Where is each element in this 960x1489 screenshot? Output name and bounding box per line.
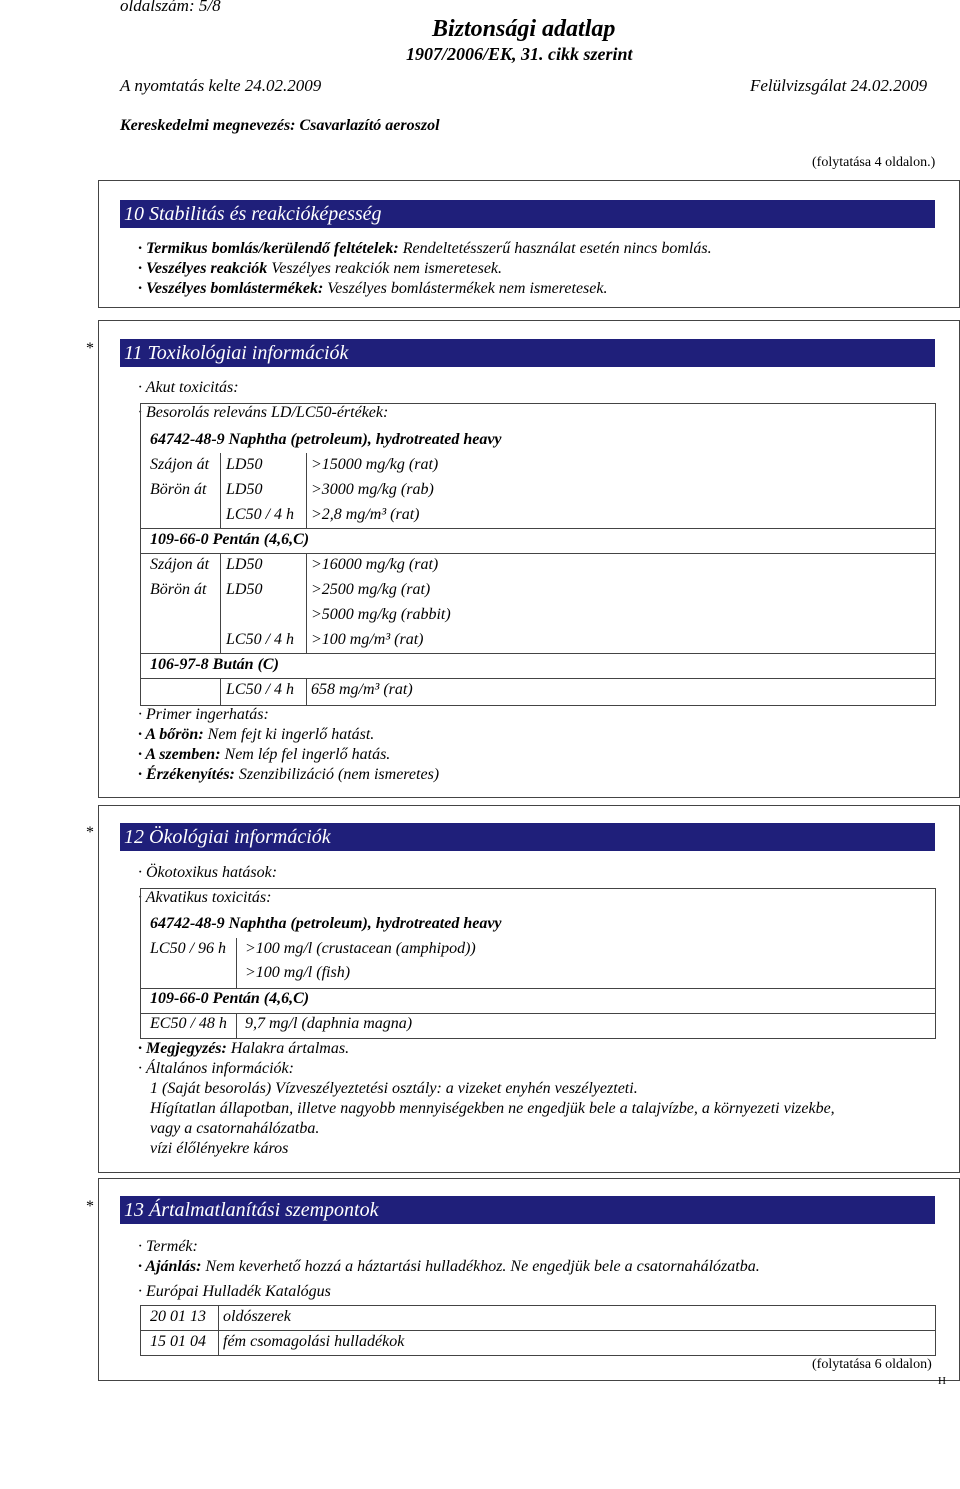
- s12-general-line-1: 1 (Saját besorolás) Vízveszélyeztetési osztály: a vizeket enyhén veszélyezteti.: [150, 1080, 638, 1097]
- s11-pentane-route: Börön át: [150, 581, 207, 598]
- document-subtitle: 1907/2006/EK, 31. cikk szerint: [406, 44, 633, 64]
- s13-waste-code: 20 01 13: [150, 1308, 206, 1325]
- section-12-title: 12 Ökológiai információk: [120, 823, 935, 851]
- s11-pentane-value: >2500 mg/kg (rat): [311, 581, 431, 598]
- s12-naphtha-test: LC50 / 96 h: [150, 940, 227, 957]
- s11-pentane-test: LC50 / 4 h: [226, 631, 295, 648]
- s11-naphtha-test: LD50: [226, 481, 263, 498]
- s10-line-decomposition: [138, 280, 607, 298]
- s11-eye-value: Nem lép fel ingerlő hatás.: [220, 746, 391, 763]
- s11-change-star: *: [86, 340, 94, 357]
- s12-note: [138, 1040, 349, 1058]
- section-13-title: 13 Ártalmatlanítási szempontok: [120, 1196, 935, 1224]
- s11-acute: · Akut toxicitás:: [138, 379, 239, 396]
- s11-naphtha-value: >2,8 mg/m³ (rat): [311, 506, 420, 523]
- document-title: Biztonsági adatlap: [432, 16, 616, 42]
- s11-skin: [138, 726, 374, 744]
- s13-catalog: · Európai Hulladék Katalógus: [138, 1283, 331, 1300]
- s12-change-star: *: [86, 824, 94, 841]
- s11-naphtha-route: Szájon át: [150, 456, 210, 473]
- s12-substance-naphtha: 64742-48-9 Naphtha (petroleum), hydrotreated heavy: [150, 915, 502, 932]
- s13-waste-desc: fém csomagolási hulladékok: [223, 1333, 405, 1350]
- s11-naphtha-value: >3000 mg/kg (rab): [311, 481, 434, 498]
- s11-pentane-value: >100 mg/m³ (rat): [311, 631, 424, 648]
- s11-pentane-route: Szájon át: [150, 556, 210, 573]
- s12-ecotox: · Ökotoxikus hatások:: [138, 864, 278, 881]
- s11-pentane-test: LD50: [226, 556, 263, 573]
- s11-primary: · Primer ingerhatás:: [138, 706, 269, 723]
- s11-naphtha-test: LC50 / 4 h: [226, 506, 295, 523]
- s10-decomposition-label: · Veszélyes bomlástermékek:: [138, 280, 324, 297]
- s10-thermal-label: · Termikus bomlás/kerülendő feltételek:: [138, 240, 399, 257]
- s11-eye: [138, 746, 390, 764]
- s11-sens-value: Szenzibilizáció (nem ismeretes): [234, 766, 440, 783]
- s13-change-star: *: [86, 1198, 94, 1215]
- s12-naphtha-value: >100 mg/l (crustacean (amphipod)): [245, 940, 476, 957]
- s10-line-thermal: [138, 240, 712, 258]
- s11-naphtha-value: >15000 mg/kg (rat): [311, 456, 439, 473]
- s13-waste-desc: oldószerek: [223, 1308, 291, 1325]
- s11-pentane-value: >16000 mg/kg (rat): [311, 556, 439, 573]
- s12-note-label: · Megjegyzés:: [138, 1040, 227, 1057]
- s13-recommendation: [138, 1258, 760, 1276]
- s11-skin-value: Nem fejt ki ingerlő hatást.: [203, 726, 375, 743]
- s11-substance-pentane: 109-66-0 Pentán (4,6,C): [150, 531, 310, 548]
- s12-aquatic: · Akvatikus toxicitás:: [138, 889, 272, 906]
- s13-waste-code: 15 01 04: [150, 1333, 206, 1350]
- s11-eye-label: · A szemben:: [138, 746, 221, 763]
- s10-line-reactions: [138, 260, 502, 278]
- s12-general-line-2: Hígítatlan állapotban, illetve nagyobb mennyiségekben ne engedjük bele a talajvízbe, a környezeti vizekbe,: [150, 1100, 835, 1117]
- s11-pentane-value: >5000 mg/kg (rabbit): [311, 606, 451, 623]
- s11-naphtha-route: Börön át: [150, 481, 207, 498]
- review-date: Felülvizsgálat 24.02.2009: [750, 76, 928, 95]
- s11-substance-naphtha: 64742-48-9 Naphtha (petroleum), hydrotreated heavy: [150, 431, 502, 448]
- s12-pentane-value: 9,7 mg/l (daphnia magna): [245, 1015, 413, 1032]
- s11-skin-label: · A bőrön:: [138, 726, 204, 743]
- continued-from: (folytatása 4 oldalon.): [812, 155, 936, 170]
- trade-name: Kereskedelmi megnevezés: Csavarlazító aeroszol: [120, 117, 440, 134]
- section-10-title: 10 Stabilitás és reakcióképesség: [120, 200, 935, 228]
- section-11-title: 11 Toxikológiai információk: [120, 339, 935, 367]
- s11-butane-value: 658 mg/m³ (rat): [311, 681, 413, 698]
- s12-general-line-3: vagy a csatornahálózatba.: [150, 1120, 320, 1137]
- s10-reactions-label: · Veszélyes reakciók: [138, 260, 268, 277]
- s12-substance-pentane: 109-66-0 Pentán (4,6,C): [150, 990, 310, 1007]
- s10-reactions-value: Veszélyes reakciók nem ismeretesek.: [267, 260, 503, 277]
- s10-decomposition-value: Veszélyes bomlástermékek nem ismeretesek.: [323, 280, 608, 297]
- s12-general-line-4: vízi élőlényekre káros: [150, 1140, 289, 1157]
- s13-product: · Termék:: [138, 1238, 198, 1255]
- continued-to: (folytatása 6 oldalon): [812, 1357, 932, 1372]
- s12-note-value: Halakra ártalmas.: [226, 1040, 350, 1057]
- s13-rec-value: Nem keverhető hozzá a háztartási hulladékhoz. Ne engedjük bele a csatornahálózatba.: [201, 1258, 760, 1275]
- s10-thermal-value: Rendeltetésszerű használat esetén nincs bomlás.: [398, 240, 712, 257]
- s11-substance-butane: 106-97-8 Bután (C): [150, 656, 279, 673]
- s11-sens-label: · Érzékenyítés:: [138, 766, 235, 783]
- print-date: A nyomtatás kelte 24.02.2009: [120, 76, 322, 95]
- s11-pentane-test: LD50: [226, 581, 263, 598]
- s11-naphtha-test: LD50: [226, 456, 263, 473]
- s12-naphtha-value: >100 mg/l (fish): [245, 964, 351, 981]
- s11-butane-test: LC50 / 4 h: [226, 681, 295, 698]
- s11-classification: · Besorolás releváns LD/LC50-értékek:: [138, 404, 389, 421]
- s12-pentane-test: EC50 / 48 h: [150, 1015, 227, 1032]
- s11-sensitization: [138, 766, 439, 784]
- s12-general: · Általános információk:: [138, 1060, 294, 1077]
- s13-rec-label: · Ajánlás:: [138, 1258, 202, 1275]
- footer-mark: H: [938, 1375, 946, 1387]
- page-number: oldalszám: 5/8: [120, 0, 221, 15]
